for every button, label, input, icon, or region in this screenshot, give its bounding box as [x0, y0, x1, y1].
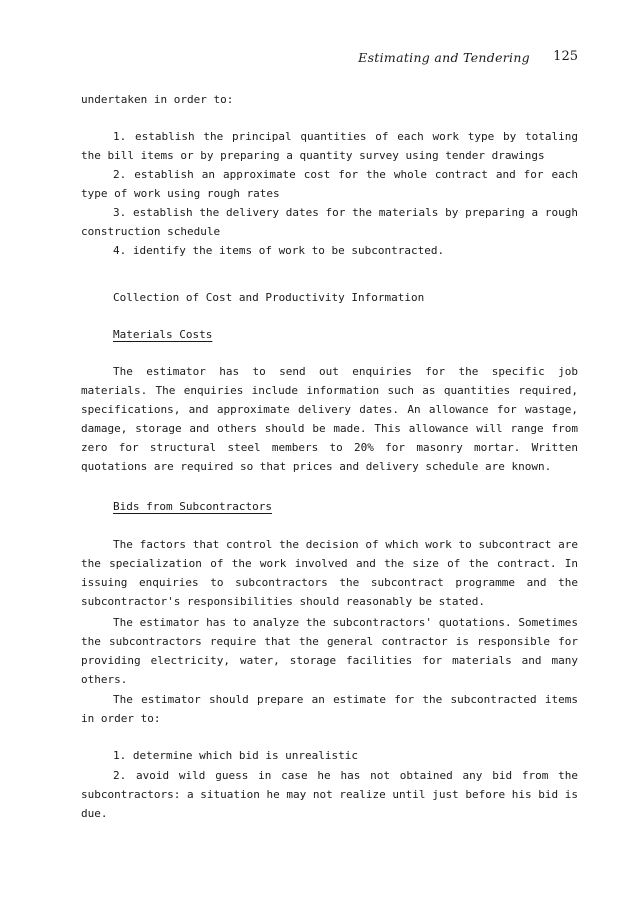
bids-paragraph-2: The estimator has to analyze the subcontractors' quotations. Sometimes the subcontractors require that the general contractor is responsible for providing electricity, water, storage facilities for materials and many others. [81, 616, 578, 686]
bids-heading: Bids from Subcontractors [113, 500, 272, 513]
materials-heading: Materials Costs [113, 328, 213, 341]
intro-line: undertaken in order to: [81, 93, 234, 106]
list-item: 4. identify the items of work to be subcontracted. [113, 244, 445, 257]
list-item: 1. establish the principal quantities of each work type by totaling the bill items or by preparing a quantity survey using tender drawings [81, 130, 578, 162]
list-item: 2. establish an approximate cost for the whole contract and for each type of work using rough rates [81, 168, 578, 200]
bids-paragraph-1: The factors that control the decision of which work to subcontract are the specialization of the work involved and the size of the contract. In issuing enquiries to subcontractors the subcontract programme and the subcontractor's responsibilities should reasonably be stated. [81, 538, 578, 608]
list-item: 3. establish the delivery dates for the materials by preparing a rough construction schedule [81, 206, 578, 238]
page-header [0, 48, 638, 68]
running-title: Estimating and Tendering [358, 50, 530, 65]
list-item: 1. determine which bid is unrealistic [113, 749, 359, 762]
list-item: 2. avoid wild guess in case he has not obtained any bid from the subcontractors: a situation he may not realize until just before his bid is due. [81, 769, 578, 820]
bids-paragraph-3: The estimator should prepare an estimate for the subcontracted items in order to: [81, 693, 578, 725]
materials-paragraph: The estimator has to send out enquiries for the specific job materials. The enquiries include information such as quantities required, specifications, and approximate delivery dates. An allowance for wastage, damage, storage and others should be made. This allowance will range from zero for structural steel members to 20% for masonry mortar. Written quotations are required so that prices and delivery schedule are known. [81, 365, 578, 473]
page-number: 125 [553, 49, 578, 64]
section-heading: Collection of Cost and Productivity Information [113, 291, 425, 304]
